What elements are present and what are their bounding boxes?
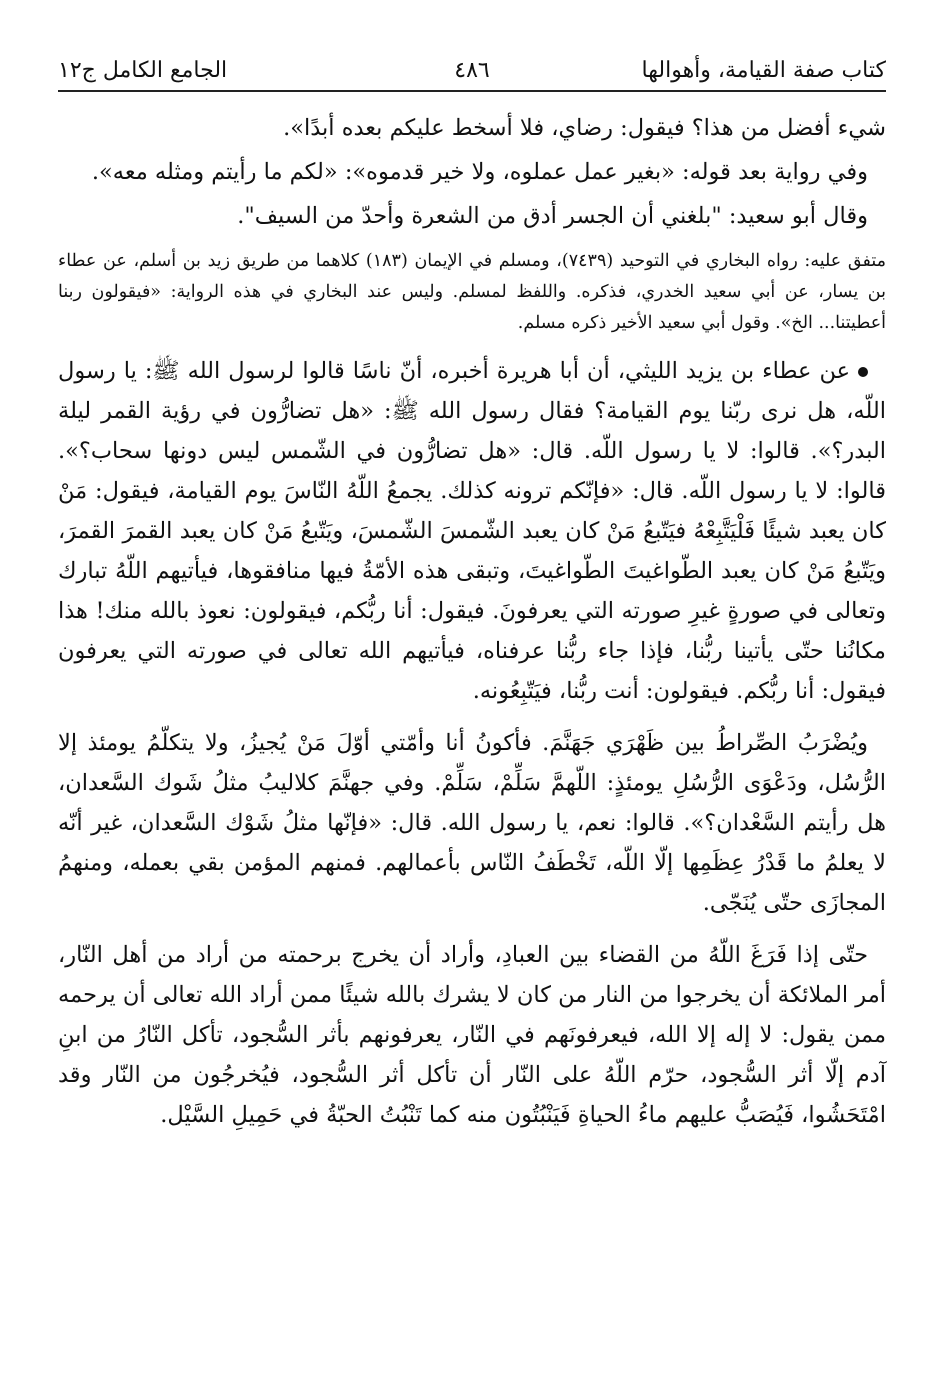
paragraph-continuation: شيء أفضل من هذا؟ فيقول: رضاي، فلا أسخط عليكم بعده أبدًا». [283,115,886,141]
page-number: ٤٨٦ [454,58,490,83]
paragraph-abu-said: وقال أبو سعيد: "بلغني أن الجسر أدق من الشعرة وأحدّ من السيف". [237,203,868,229]
takhrij-note: متفق عليه: رواه البخاري في التوحيد (٧٤٣٩)، ومسلم في الإيمان (١٨٣) كلاهما من طريق زيد بن أسلم، عن عطاء بن يسار، عن أبي سعيد الخدري، فذكره. واللفظ لمسلم. وليس عند البخاري في هذه الرواية: «فيقولون ربنا أعطيتنا... الخ». وقول أبي سعيد الأخير ذكره مسلم. [58,251,886,333]
page-header [58,52,886,92]
hadith-paragraph-sirat: ويُضْرَبُ الصِّراطُ بين ظَهْرَي جَهَنَّمَ. فأكونُ أنا وأمّتي أوّلَ مَنْ يُجيزُ، ولا يتكلّمُ يومئذ إلا الرُّسُل، ودَعْوَى الرُّسُلِ يومئذٍ: اللّهمَّ سَلِّمْ، سَلِّمْ. وفي جهنَّمَ كلاليبُ مثلُ شَوك السَّعدان، هل رأيتم السَّعْدان؟». قالوا: نعم، يا رسول الله. قال: «فإنّها مثلُ شَوْك السَّعدان، غير أنّه لا يعلمُ ما قَدْرُ عِظَمِها إلّا اللّه، تَخْطَفُ النّاس بأعمالهم. فمنهم المؤمن بقي بعمله، ومنهمُ المجازَى حتّى يُنَجّى. [58,730,886,916]
hadith-paragraph-mercy: حتّى إذا فَرَغَ اللّهُ من القضاء بين العبادِ، وأراد أن يخرج برحمته من أراد من أهل النّار، أمر الملائكة أن يخرجوا من النار من كان لا يشرك بالله شيئًا ممن أراد الله تعالى أن يرحمه ممن يقول: لا إله إلا الله، فيعرفونَهم في النّار، يعرفونهم بأثر السُّجود، تأكل النّارُ من ابنِ آدم إلّا أثر السُّجود، حرّم اللّهُ على النّار أن تأكل أثر السُّجود، فيُخرجُون من النّار وقد امْتَحَشُوا، فَيُصَبُّ عليهم ماءُ الحياةِ فَيَنْبُتُون منه كما تَنْبُتُ الحبّةُ في حَمِيلِ السَّيْل. [58,942,887,1128]
paragraph-narration: وفي رواية بعد قوله: «بغير عمل عملوه، ولا خير قدموه»: «لكم ما رأيتم ومثله معه». [91,159,868,185]
bullet-icon [858,367,868,377]
hadith-text: عن عطاء بن يزيد الليثي، أن أبا هريرة أخبره، أنّ ناسًا قالوا لرسول الله ﷺ: يا رسول اللّه، هل نرى ربّنا يوم القيامة؟ فقال رسول الله ﷺ: «هل تضارُّون في رؤية القمر ليلة البدر؟». قالوا: لا يا رسول اللّه. قال: «هل تضارُّون في الشّمس ليس دونها سحاب؟». قالوا: لا يا رسول اللّه. قال: «فإنّكم ترونه كذلك. يجمعُ اللّهُ النّاسَ يوم القيامة، فيقول: مَنْ كان يعبد شيئًا فَلْيَتَّبِعْهُ فيَتّبعُ مَنْ كان يعبد الشّمسَ الشّمسَ، ويَتّبعُ مَنْ كان يعبد القمرَ القمرَ، ويَتّبعُ مَنْ كان يعبد الطّواغيتَ الطّواغيتَ، وتبقى هذه الأمّةُ فيها منافقوها، فيأتيهم اللّهُ تبارك وتعالى في صورةٍ غيرِ صورته التي يعرفونَ. فيقول: أنا ربُّكم، فيقولون: نعوذ بالله منك! هذا مكانُنا حتّى يأتينا ربُّنا، فإذا جاء ربُّنا عرفناه، فيأتيهم الله تعالى في صورته التي يعرفون فيقول: أنا ربُّكم. فيقولون: أنت ربُّنا، فيَتّبِعُونه. [58,358,886,704]
chapter-title: كتاب صفة القيامة، وأهوالها [641,58,886,83]
hadith-paragraph [58,351,886,711]
page-body [58,108,886,1135]
book-page [58,52,886,1135]
book-title: الجامع الكامل ج١٢ [58,58,228,83]
